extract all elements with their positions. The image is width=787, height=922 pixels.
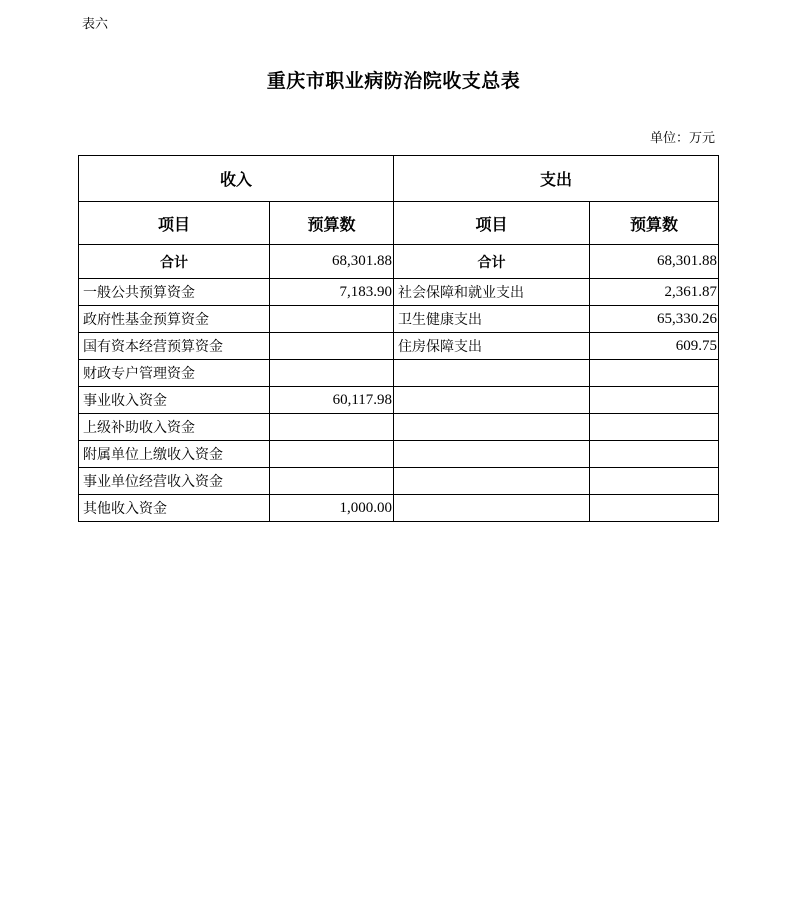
section-header-row: [79, 156, 719, 202]
total-row: [79, 245, 719, 279]
table-row: [79, 468, 719, 495]
income-value: [270, 468, 394, 495]
income-value: 60,117.98: [270, 387, 394, 414]
expense-value: [590, 360, 719, 387]
income-item: 财政专户管理资金: [79, 360, 270, 387]
expense-value: [590, 414, 719, 441]
income-item: 事业收入资金: [79, 387, 270, 414]
expense-budget-column-header: 预算数: [590, 202, 719, 245]
table-row: [79, 306, 719, 333]
table-row: [79, 387, 719, 414]
table-row: [79, 279, 719, 306]
income-value: [270, 414, 394, 441]
income-value: [270, 360, 394, 387]
table-row: [79, 360, 719, 387]
table-row: [79, 333, 719, 360]
table-row: [79, 414, 719, 441]
table-number-label: 表六: [82, 17, 109, 32]
income-item: 事业单位经营收入资金: [79, 468, 270, 495]
table-row: [79, 441, 719, 468]
expense-value: [590, 441, 719, 468]
expense-item: 社会保障和就业支出: [394, 279, 590, 306]
expense-item: 卫生健康支出: [394, 306, 590, 333]
expense-item: [394, 495, 590, 522]
income-total-value: 68,301.88: [270, 245, 394, 279]
expense-section-header: 支出: [394, 156, 719, 202]
expense-item-column-header: 项目: [394, 202, 590, 245]
expense-total-label: 合计: [394, 245, 590, 279]
income-budget-column-header: 预算数: [270, 202, 394, 245]
income-item: 国有资本经营预算资金: [79, 333, 270, 360]
income-item: 政府性基金预算资金: [79, 306, 270, 333]
expense-item: [394, 468, 590, 495]
expense-value: 609.75: [590, 333, 719, 360]
expense-item: [394, 414, 590, 441]
expense-value: [590, 468, 719, 495]
expense-total-value: 68,301.88: [590, 245, 719, 279]
unit-note: 单位：万元: [649, 131, 715, 146]
expense-value: 65,330.26: [590, 306, 719, 333]
income-item: 其他收入资金: [79, 495, 270, 522]
income-item: 一般公共预算资金: [79, 279, 270, 306]
income-item: 上级补助收入资金: [79, 414, 270, 441]
budget-summary-table: [78, 155, 719, 522]
column-header-row: [79, 202, 719, 245]
income-value: [270, 441, 394, 468]
expense-value: [590, 495, 719, 522]
income-value: [270, 306, 394, 333]
income-total-label: 合计: [79, 245, 270, 279]
expense-value: 2,361.87: [590, 279, 719, 306]
expense-item: [394, 387, 590, 414]
document-title: 重庆市职业病防治院收支总表: [266, 70, 521, 92]
expense-item: [394, 360, 590, 387]
income-item: 附属单位上缴收入资金: [79, 441, 270, 468]
income-section-header: 收入: [79, 156, 394, 202]
income-value: 7,183.90: [270, 279, 394, 306]
expense-value: [590, 387, 719, 414]
expense-item: [394, 441, 590, 468]
income-value: [270, 333, 394, 360]
expense-item: 住房保障支出: [394, 333, 590, 360]
income-item-column-header: 项目: [79, 202, 270, 245]
table-row: [79, 495, 719, 522]
income-value: 1,000.00: [270, 495, 394, 522]
